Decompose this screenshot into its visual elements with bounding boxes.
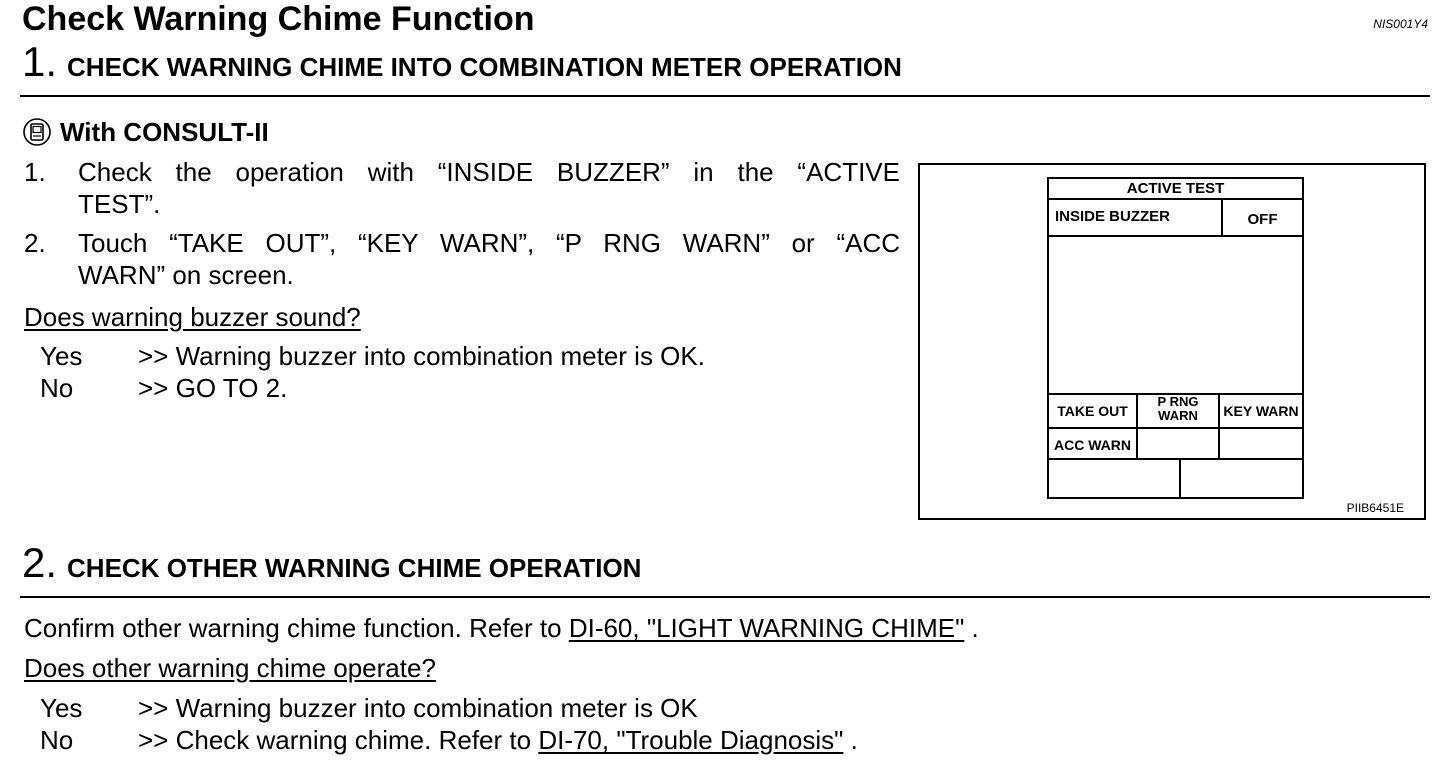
inside-buzzer-item: INSIDE BUZZER — [1055, 208, 1171, 225]
step2-answer-yes-label: Yes — [40, 693, 83, 723]
step2-answer-yes-text: >> Warning buzzer into combination meter is OK — [138, 693, 698, 723]
figure-code: PIIB6451E — [1346, 501, 1404, 515]
inside-buzzer-value: OFF — [1247, 211, 1278, 228]
take-out-button[interactable]: TAKE OUT — [1057, 403, 1128, 419]
screen-line — [1049, 235, 1302, 237]
step2-answer-no-tail: . — [850, 725, 858, 755]
step1-answer-no-label: No — [40, 373, 74, 403]
list-item-2 — [78, 227, 900, 291]
consult-icon — [22, 117, 52, 147]
list-item-1 — [78, 156, 900, 220]
list-item-2-number: 2. — [24, 228, 46, 258]
light-warning-chime-link[interactable]: DI-60, "LIGHT WARNING CHIME" — [568, 613, 965, 643]
consult-text: With CONSULT-II — [60, 117, 269, 147]
step2-answer-no-text: >> Check warning chime. Refer to — [138, 725, 532, 755]
step2-question: Does other warning chime operate? — [24, 653, 436, 683]
screen-line — [1049, 198, 1302, 200]
list-item-2-line2: WARN” on screen. — [78, 260, 294, 290]
active-test-header: ACTIVE TEST — [1126, 180, 1225, 197]
list-item-1-number: 1. — [24, 157, 46, 187]
consult-label — [22, 116, 269, 148]
step1-title: CHECK WARNING CHIME INTO COMBINATION METER OPERATION — [67, 52, 902, 82]
step2-answer-no — [138, 724, 858, 756]
step1-divider — [20, 95, 1430, 97]
step1-answer-no-text: >> GO TO 2. — [138, 373, 288, 403]
trouble-diagnosis-link[interactable]: DI-70, "Trouble Diagnosis" — [538, 725, 844, 755]
screen-line — [1049, 427, 1302, 429]
list-item-2-line1: Touch “TAKE OUT”, “KEY WARN”, “P RNG WARN” or “ACC — [78, 228, 900, 258]
step2-answer-no-label: No — [40, 725, 74, 755]
list-item-1-line1: Check the operation with “INSIDE BUZZER” in the “ACTIVE — [78, 157, 900, 187]
screen-line — [1049, 458, 1302, 460]
step2-divider — [20, 596, 1430, 598]
step1-number: 1. — [22, 38, 58, 85]
step1-heading — [22, 40, 902, 84]
active-test-figure — [918, 163, 1426, 520]
document-code: NIS001Y4 — [1373, 17, 1428, 31]
step2-number: 2. — [22, 539, 58, 586]
step2-confirm — [24, 612, 979, 644]
step2-confirm-period: . — [971, 613, 979, 643]
step2-heading — [22, 541, 641, 585]
screen-line — [1179, 458, 1181, 497]
p-rng-line2: WARN — [1158, 408, 1198, 423]
step2-confirm-text: Confirm other warning chime function. Refer to — [24, 613, 562, 643]
step1-answer-yes-label: Yes — [40, 341, 83, 371]
p-rng-warn-button[interactable] — [1138, 395, 1218, 423]
page-title: Check Warning Chime Function — [22, 0, 535, 38]
step2-title: CHECK OTHER WARNING CHIME OPERATION — [67, 553, 642, 583]
p-rng-line1: P RNG — [1157, 394, 1199, 409]
key-warn-button[interactable]: KEY WARN — [1223, 403, 1299, 419]
list-item-1-line2: TEST”. — [78, 189, 161, 219]
step1-answer-yes-text: >> Warning buzzer into combination meter is OK. — [138, 341, 705, 371]
acc-warn-button[interactable]: ACC WARN — [1054, 437, 1131, 453]
consult-screen — [1047, 177, 1304, 499]
step1-question: Does warning buzzer sound? — [24, 302, 361, 332]
